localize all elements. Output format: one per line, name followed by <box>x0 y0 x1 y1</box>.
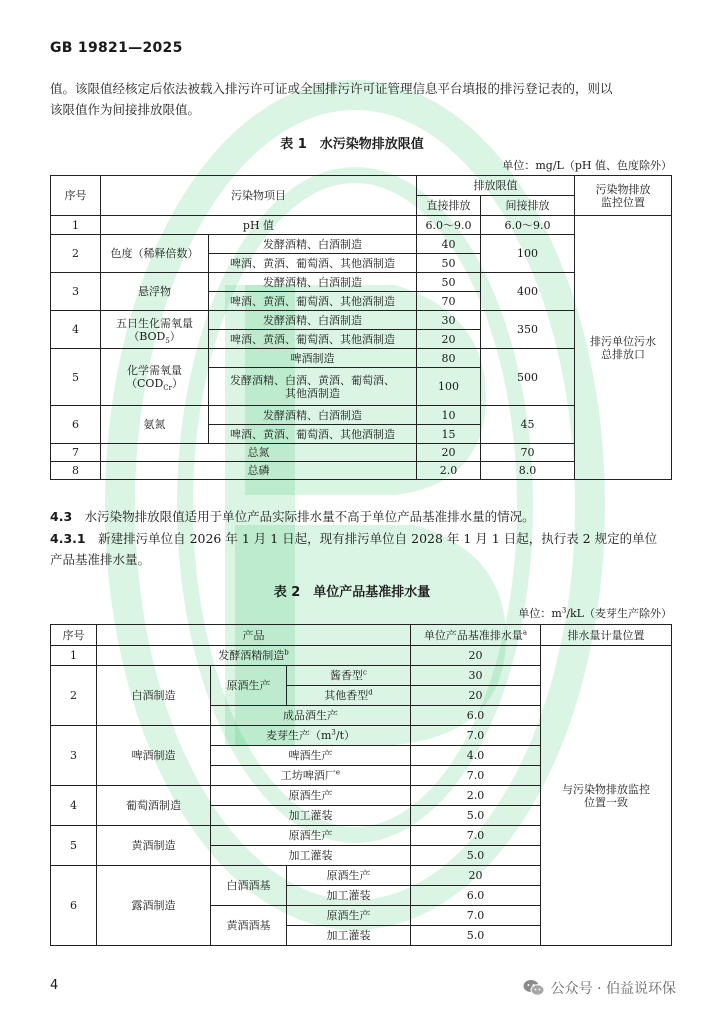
t1-r5-sub-b-l1: 发酵酒精、白酒、黄酒、葡萄酒、 <box>230 373 395 387</box>
t2-r4-b-value: 5.0 <box>411 806 541 826</box>
t1-r1-no: 1 <box>51 216 101 235</box>
t2-r2-c-name: 成品酒生产 <box>211 706 411 726</box>
t2-r2-c-value: 6.0 <box>411 706 541 726</box>
t2-r4-b-name: 加工灌装 <box>211 806 411 826</box>
t1-r3-sub-a: 发酵酒精、白酒制造 <box>209 273 417 292</box>
t1-r7-no: 7 <box>51 444 101 462</box>
t1-r7-indirect: 70 <box>481 444 575 462</box>
t1-head-monitor-l1: 污染物排放 <box>595 182 651 196</box>
source-credit-text: 公众号 · 伯益说环保 <box>550 981 676 997</box>
t1-r5-item-abbr: （COD <box>126 377 164 390</box>
t1-r5-indirect: 500 <box>481 349 575 406</box>
t2-r6-g1-a-name: 原酒生产 <box>287 866 411 886</box>
t1-r5-no: 5 <box>51 349 101 406</box>
t1-r5-item <box>101 349 209 406</box>
t1-r5-item-subscript: Cr <box>163 384 172 393</box>
t2-r2-a-label: 酱香型 <box>330 669 364 682</box>
t1-r8-no: 8 <box>51 462 101 480</box>
t2-r4-cat: 葡萄酒制造 <box>97 786 211 826</box>
t2-r6-g2-b-value: 5.0 <box>411 926 541 946</box>
t1-r1-item: pH 值 <box>101 216 417 235</box>
t2-position-l2: 位置一致 <box>584 795 628 809</box>
t1-r4-direct-b: 20 <box>417 330 481 349</box>
t2-r5-a-name: 原酒生产 <box>211 826 411 846</box>
t1-head-indirect: 间接排放 <box>481 196 575 216</box>
t1-r2-no: 2 <box>51 235 101 273</box>
t1-r6-indirect: 45 <box>481 406 575 444</box>
t2-r2-b-note: d <box>368 688 373 697</box>
t2-r6-g2: 黄酒酒基 <box>211 906 287 946</box>
t1-r3-direct-a: 50 <box>417 273 481 292</box>
page-number: 4 <box>50 978 59 993</box>
t2-r5-b-name: 加工灌装 <box>211 846 411 866</box>
t2-r6-g2-a-name: 原酒生产 <box>287 906 411 926</box>
t2-r2-no: 2 <box>51 666 97 726</box>
table2-base-drainage <box>50 624 672 946</box>
t1-monitor-position-l2: 总排放口 <box>601 347 645 361</box>
t1-r6-direct-b: 15 <box>417 425 481 444</box>
t1-r5-item-l2 <box>103 377 206 393</box>
t1-r2-sub-a: 发酵酒精、白酒制造 <box>209 235 417 254</box>
t1-monitor-position-l1: 排污单位污水 <box>590 334 656 348</box>
t1-r4-item-close: ） <box>169 329 181 343</box>
t1-r8-direct: 2.0 <box>417 462 481 480</box>
t2-r2-a-name <box>287 666 411 686</box>
t2-r6-no: 6 <box>51 866 97 946</box>
t1-r3-indirect: 400 <box>481 273 575 311</box>
t1-r4-item-abbr: （BOD <box>128 329 166 343</box>
t2-r5-b-value: 5.0 <box>411 846 541 866</box>
t1-head-monitor <box>575 176 672 216</box>
clause-4-3-1-number: 4.3.1 <box>50 531 86 546</box>
table2-unit-post: /kL（麦芽生产除外） <box>566 607 672 620</box>
t2-r4-no: 4 <box>51 786 97 826</box>
t1-r5-sub-b <box>209 368 417 406</box>
t1-r7-item: 总氮 <box>101 444 417 462</box>
intro-line-2: 该限值作为间接排放限值。 <box>50 102 201 117</box>
t1-r4-direct-a: 30 <box>417 311 481 330</box>
t2-r2-a-note: c <box>363 668 367 677</box>
t2-position-l1: 与污染物排放监控 <box>562 782 650 796</box>
t2-r6-g1-a-value: 20 <box>411 866 541 886</box>
t1-r4-item <box>101 311 209 349</box>
t1-head-monitor-l2: 监控位置 <box>601 195 645 209</box>
t1-r4-no: 4 <box>51 311 101 349</box>
t2-r3-c-value: 7.0 <box>411 766 541 786</box>
clause-4-3 <box>50 506 672 527</box>
t2-r2-b-value: 20 <box>411 686 541 706</box>
t1-r6-no: 6 <box>51 406 101 444</box>
t1-r3-sub-b: 啤酒、黄酒、葡萄酒、其他酒制造 <box>209 292 417 311</box>
t1-r6-sub-b: 啤酒、黄酒、葡萄酒、其他酒制造 <box>209 425 417 444</box>
t2-r1-no: 1 <box>51 646 97 666</box>
t2-r3-a-sup: 3 <box>331 728 336 737</box>
wechat-icon <box>523 979 545 997</box>
t2-r6-cat: 露酒制造 <box>97 866 211 946</box>
clause-4-3-1-line-2: 产品基准排水量。 <box>50 552 151 567</box>
t2-r6-g2-a-value: 7.0 <box>411 906 541 926</box>
t2-r3-b-value: 4.0 <box>411 746 541 766</box>
clause-4-3-1-line-1: 新建排污单位自 2026 年 1 月 1 日起，现有排污单位自 2028 年 1 月 1 日起，执行表 2 规定的单位 <box>85 531 658 546</box>
intro-line-1: 值。该限值经核定后依法被载入排污许可证或全国排污许可证管理信息平台填报的排污登记表的，则以 <box>50 81 613 96</box>
t2-r1-value: 20 <box>411 646 541 666</box>
t1-r7-direct: 20 <box>417 444 481 462</box>
t1-r2-sub-b: 啤酒、黄酒、葡萄酒、其他酒制造 <box>209 254 417 273</box>
t2-r4-a-name: 原酒生产 <box>211 786 411 806</box>
t2-r2-a-value: 30 <box>411 666 541 686</box>
t1-r3-direct-b: 70 <box>417 292 481 311</box>
table1-unit: 单位：mg/L（pH 值、色度除外） <box>502 159 672 172</box>
t2-position <box>541 646 672 946</box>
t1-head-direct: 直接排放 <box>417 196 481 216</box>
t2-r6-g1: 白酒酒基 <box>211 866 287 906</box>
t2-r6-g2-b-name: 加工灌装 <box>287 926 411 946</box>
clause-4-3-1 <box>50 528 672 570</box>
t1-r4-item-subscript: 5 <box>165 336 170 345</box>
table2-unit-pre: 单位：m <box>518 607 562 620</box>
t1-r6-sub-a: 发酵酒精、白酒制造 <box>209 406 417 425</box>
t2-r2-b-name <box>287 686 411 706</box>
t2-r2-b-label: 其他香型 <box>324 689 369 702</box>
t1-r5-item-close: ） <box>171 377 183 390</box>
t1-r8-indirect: 8.0 <box>481 462 575 480</box>
t1-r5-direct-b: 100 <box>417 368 481 406</box>
t2-head-product: 产品 <box>97 625 411 646</box>
t2-r5-a-value: 7.0 <box>411 826 541 846</box>
t2-r4-a-value: 2.0 <box>411 786 541 806</box>
t2-head-position: 排水量计量位置 <box>541 625 672 646</box>
t2-r1-name-label: 发酵酒精制造 <box>218 649 285 662</box>
t1-r4-item-l1: 五日生化需氧量 <box>116 316 193 330</box>
t1-r8-item: 总磷 <box>101 462 417 480</box>
t1-r4-item-l2 <box>103 330 206 343</box>
t1-head-limit: 排放限值 <box>417 176 575 196</box>
t1-r3-no: 3 <box>51 273 101 311</box>
t1-r4-sub-b: 啤酒、黄酒、葡萄酒、其他酒制造 <box>209 330 417 349</box>
t2-r3-a-name <box>211 726 411 746</box>
t2-r6-g1-b-name: 加工灌装 <box>287 886 411 906</box>
t1-monitor-position <box>575 216 672 480</box>
t2-head-base <box>411 625 541 646</box>
source-credit <box>523 978 676 998</box>
t2-head-base-note: a <box>522 627 528 636</box>
table2-unit-sup: 3 <box>561 606 567 615</box>
t2-r6-g1-b-value: 6.0 <box>411 886 541 906</box>
t1-r3-item: 悬浮物 <box>101 273 209 311</box>
t1-r5-item-l1: 化学需氧量 <box>127 364 182 377</box>
standard-code: GB 19821—2025 <box>50 40 183 56</box>
t1-r1-direct: 6.0～9.0 <box>417 216 481 235</box>
table1-title: 表 1 水污染物排放限值 <box>280 137 424 152</box>
t2-r3-a-label: 麦芽生产（m <box>265 729 332 742</box>
t2-r2-sub: 原酒生产 <box>211 666 287 706</box>
t2-r3-b-name: 啤酒生产 <box>211 746 411 766</box>
t2-r3-no: 3 <box>51 726 97 786</box>
table2-unit <box>518 605 672 621</box>
t2-r5-no: 5 <box>51 826 97 866</box>
t2-r2-cat: 白酒制造 <box>97 666 211 726</box>
t1-r2-direct-b: 50 <box>417 254 481 273</box>
t2-head-base-label: 单位产品基准排水量 <box>423 628 523 642</box>
t2-r3-a-unit: /t） <box>335 729 356 742</box>
t1-r2-indirect: 100 <box>481 235 575 273</box>
t2-r3-c-note: e <box>335 768 341 777</box>
t1-r4-sub-a: 发酵酒精、白酒制造 <box>209 311 417 330</box>
t2-r1-name <box>97 646 411 666</box>
t1-r6-direct-a: 10 <box>417 406 481 425</box>
t2-r3-a-value: 7.0 <box>411 726 541 746</box>
intro-paragraph <box>50 78 672 120</box>
t1-r4-indirect: 350 <box>481 311 575 349</box>
t1-r2-direct-a: 40 <box>417 235 481 254</box>
t1-head-no: 序号 <box>51 176 101 216</box>
t1-head-item: 污染物项目 <box>101 176 417 216</box>
t1-r1-indirect: 6.0～9.0 <box>481 216 575 235</box>
clause-4-3-number: 4.3 <box>50 509 73 524</box>
clause-4-3-text: 水污染物排放限值适用于单位产品实际排水量不高于单位产品基准排水量的情况。 <box>72 509 535 524</box>
t1-r5-sub-a: 啤酒制造 <box>209 349 417 368</box>
t2-head-no: 序号 <box>51 625 97 646</box>
t1-r5-sub-b-l2: 其他酒制造 <box>285 386 340 400</box>
t1-r2-item: 色度（稀释倍数） <box>101 235 209 273</box>
t2-r1-name-note: b <box>284 648 289 657</box>
t2-r3-c-label: 工坊啤酒厂 <box>280 769 336 782</box>
table1-emission-limits <box>50 175 672 480</box>
t2-r3-c-name <box>211 766 411 786</box>
t2-r5-cat: 黄酒制造 <box>97 826 211 866</box>
t1-r5-direct-a: 80 <box>417 349 481 368</box>
table2-title: 表 2 单位产品基准排水量 <box>273 585 431 600</box>
t2-r3-cat: 啤酒制造 <box>97 726 211 786</box>
t1-r6-item: 氨氮 <box>101 406 209 444</box>
